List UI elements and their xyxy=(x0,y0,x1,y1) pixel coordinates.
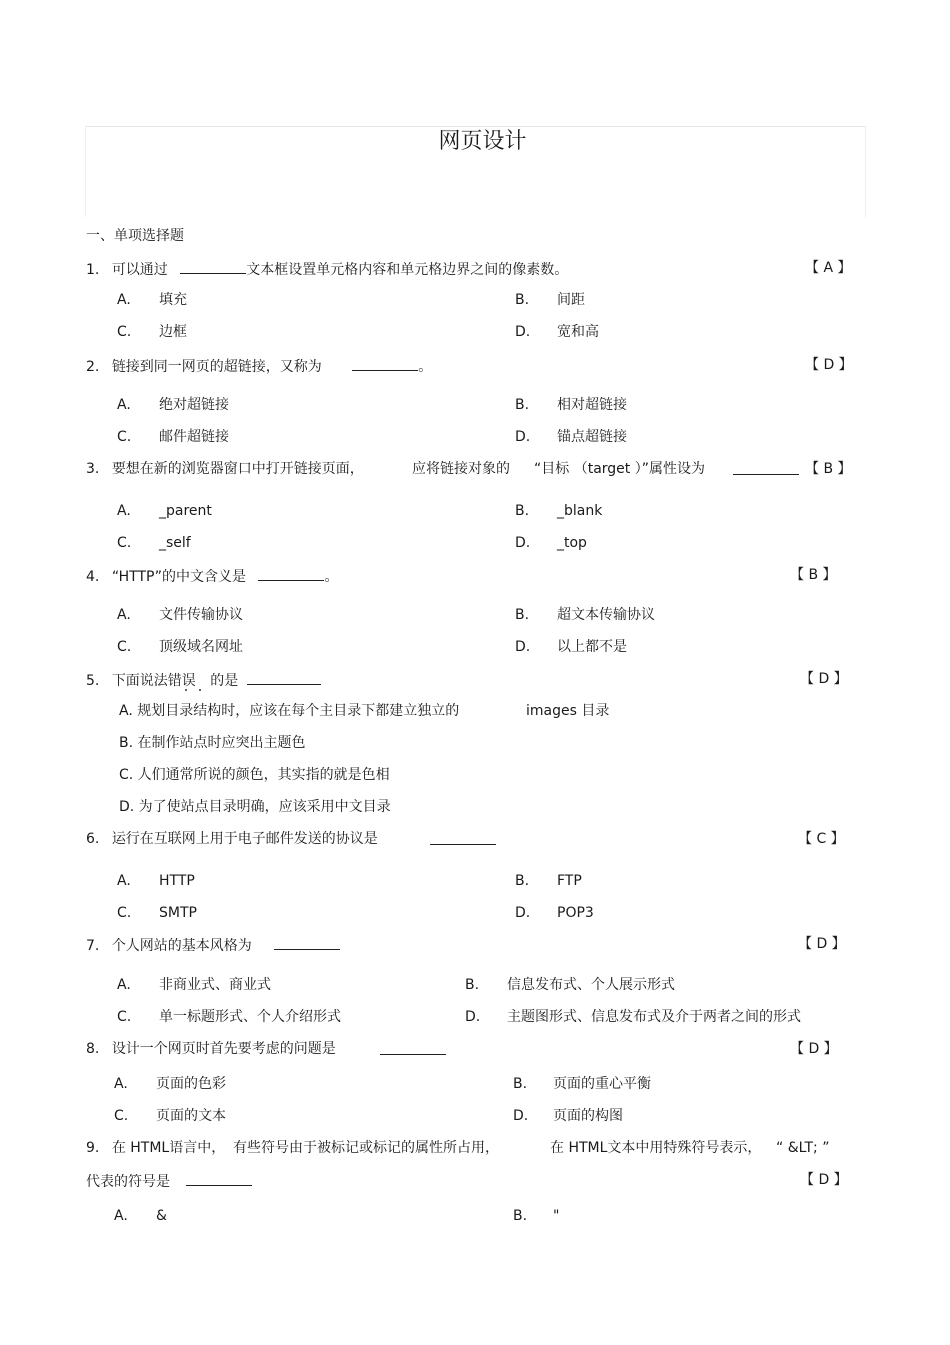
answer-bracket: 【 B 】 xyxy=(805,461,852,477)
option-text: 非商业式、商业式 xyxy=(159,977,271,993)
option-text: 宽和高 xyxy=(557,324,599,340)
option-label: C. xyxy=(117,1009,132,1025)
option-text: _blank xyxy=(557,503,603,519)
option-text: & xyxy=(156,1208,167,1224)
question-text: 代表的符号是 xyxy=(86,1174,170,1190)
option-text: HTTP xyxy=(159,873,195,889)
question-number: 7. xyxy=(86,938,100,954)
question-number: 5. xyxy=(86,673,100,689)
option-label: D. xyxy=(513,1108,529,1124)
question-5 xyxy=(86,670,321,690)
answer-blank xyxy=(247,670,321,685)
answer-bracket: 【 C 】 xyxy=(798,831,845,847)
answer-blank xyxy=(180,259,246,274)
option-label: B. xyxy=(515,873,530,889)
question-number: 6. xyxy=(86,831,100,847)
answer-blank xyxy=(380,1040,446,1060)
option-label: C. xyxy=(117,429,132,445)
question-text: 设计一个网页时首先要考虑的问题是 xyxy=(111,1041,336,1057)
option-label: C. xyxy=(117,535,132,551)
option-label: C. xyxy=(117,639,132,655)
answer-bracket: 【 D 】 xyxy=(798,936,846,952)
option-label: A. xyxy=(117,977,131,993)
option-text: D. 为了使站点目录明确，应该采用中文目录 xyxy=(119,799,391,815)
question-number: 9. xyxy=(86,1140,100,1156)
question-text: “ &LT; ” xyxy=(776,1140,830,1156)
option-label: B. xyxy=(513,1076,528,1092)
answer-blank xyxy=(274,935,340,950)
question-text: “HTTP”的中文含义是 xyxy=(111,569,246,585)
option-text: 页面的构图 xyxy=(553,1108,623,1124)
option-text: 绝对超链接 xyxy=(159,397,229,413)
option-text: 相对超链接 xyxy=(557,397,627,413)
option-label: A. xyxy=(117,397,131,413)
answer-bracket: 【 D 】 xyxy=(790,1041,838,1057)
option-text: B. 在制作站点时应突出主题色 xyxy=(119,735,306,751)
option-label: D. xyxy=(515,905,531,921)
option-label: D. xyxy=(515,535,531,551)
answer-bracket: 【 D 】 xyxy=(805,357,853,373)
question-text: 运行在互联网上用于电子邮件发送的协议是 xyxy=(111,831,378,847)
question-text: 应将链接对象的 xyxy=(412,461,510,477)
answer-blank xyxy=(186,1171,252,1186)
question-text: 。 xyxy=(324,569,339,585)
answer-blank xyxy=(352,356,418,371)
option-text: FTP xyxy=(557,873,582,889)
option-text: 超文本传输协议 xyxy=(557,607,655,623)
answer-bracket: 【 D 】 xyxy=(800,1172,848,1188)
option-text: POP3 xyxy=(557,905,594,921)
question-text: 的是 xyxy=(210,673,239,689)
option-label: B. xyxy=(515,292,530,308)
option-text: _self xyxy=(159,535,191,551)
option-text: images 目录 xyxy=(526,703,610,719)
option-label: A. xyxy=(114,1208,128,1224)
option-text: _parent xyxy=(159,503,212,519)
question-text: 在 HTML文本中用特殊符号表示， xyxy=(550,1140,762,1156)
answer-bracket: 【 B 】 xyxy=(790,567,837,583)
question-7 xyxy=(86,935,340,955)
option-text: 间距 xyxy=(557,292,585,308)
option-label: D. xyxy=(515,639,531,655)
document-title: 网页设计 xyxy=(438,129,527,154)
option-text: C. 人们通常所说的颜色，其实指的就是色相 xyxy=(119,767,390,783)
option-label: A. xyxy=(117,292,131,308)
option-text: 页面的文本 xyxy=(156,1108,226,1124)
emphasis-dot xyxy=(185,689,187,691)
option-label: B. xyxy=(465,977,480,993)
option-text: 以上都不是 xyxy=(557,639,627,655)
question-1 xyxy=(86,259,568,279)
option-text: 主题图形式、信息发布式及介于两者之间的形式 xyxy=(507,1009,801,1025)
question-number: 3. xyxy=(86,461,100,477)
question-text: 下面说法错误 xyxy=(111,673,196,689)
question-number: 4. xyxy=(86,569,100,585)
answer-blank xyxy=(258,566,324,581)
option-text: 填充 xyxy=(159,292,187,308)
answer-blank xyxy=(430,830,496,850)
question-text: 文本框设置单元格内容和单元格边界之间的像素数。 xyxy=(246,262,569,278)
option-text: " xyxy=(553,1208,560,1224)
option-text: 顶级域名网址 xyxy=(159,639,243,655)
emphasis-dot xyxy=(199,689,201,691)
option-label: A. xyxy=(117,503,131,519)
question-4 xyxy=(86,566,338,586)
option-text: _top xyxy=(557,535,587,551)
option-label: B. xyxy=(515,607,530,623)
question-text: 链接到同一网页的超链接，又称为 xyxy=(111,359,322,375)
question-text: 有些符号由于被标记或标记的属性所占用， xyxy=(233,1140,499,1156)
option-label: A. xyxy=(117,873,131,889)
option-text: 锚点超链接 xyxy=(557,429,627,445)
question-number: 2. xyxy=(86,359,100,375)
option-label: B. xyxy=(515,397,530,413)
option-text: SMTP xyxy=(159,905,197,921)
answer-bracket: 【 D 】 xyxy=(800,671,848,687)
option-label: D. xyxy=(465,1009,481,1025)
question-text: 。 xyxy=(418,359,433,375)
question-text: “目标 （target ）”属性设为 xyxy=(534,461,705,477)
option-text: 邮件超链接 xyxy=(159,429,229,445)
option-label: C. xyxy=(117,324,132,340)
option-label: B. xyxy=(515,503,530,519)
option-text: 文件传输协议 xyxy=(159,607,243,623)
answer-bracket: 【 A 】 xyxy=(805,260,852,276)
option-text: 单一标题形式、个人介绍形式 xyxy=(159,1009,341,1025)
question-9-line2 xyxy=(86,1171,252,1191)
question-number: 1. xyxy=(86,262,100,278)
question-text: 可以通过 xyxy=(111,262,168,278)
option-label: B. xyxy=(513,1208,528,1224)
option-text: 页面的色彩 xyxy=(156,1076,226,1092)
question-2 xyxy=(86,356,432,376)
answer-blank xyxy=(733,460,799,480)
question-3 xyxy=(86,460,364,478)
option-label: A. xyxy=(114,1076,128,1092)
option-label: C. xyxy=(117,905,132,921)
option-label: C. xyxy=(114,1108,129,1124)
option-text: 边框 xyxy=(159,324,187,340)
question-9 xyxy=(86,1139,225,1157)
option-text: 页面的重心平衡 xyxy=(553,1076,651,1092)
option-text: A. 规划目录结构时，应该在每个主目录下都建立独立的 xyxy=(119,703,460,719)
option-label: A. xyxy=(117,607,131,623)
option-text: 信息发布式、个人展示形式 xyxy=(507,977,675,993)
question-number: 8. xyxy=(86,1041,100,1057)
option-label: D. xyxy=(515,429,531,445)
section-heading: 一、单项选择题 xyxy=(86,228,184,244)
question-text: 个人网站的基本风格为 xyxy=(111,938,252,954)
question-8 xyxy=(86,1040,336,1058)
option-label: D. xyxy=(515,324,531,340)
question-text: 要想在新的浏览器窗口中打开链接页面， xyxy=(111,461,364,477)
question-text: 在 HTML语言中， xyxy=(111,1140,226,1156)
question-6 xyxy=(86,830,378,848)
